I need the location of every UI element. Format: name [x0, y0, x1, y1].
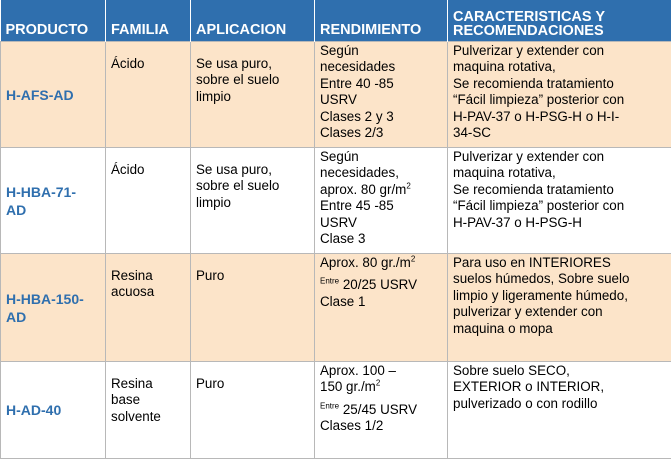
caracteristicas-line: 34-SC [453, 125, 667, 142]
rendimiento-line: Según [320, 43, 443, 60]
product-code [1, 147, 106, 253]
rendimiento-text: 25/45 USRV [339, 402, 417, 417]
rendimiento-line: necesidades, [320, 165, 443, 182]
rendimiento-line: Clases 2/3 [320, 125, 443, 142]
caracteristicas-line: Para uso en INTERIORES [453, 255, 667, 272]
aplicacion-line: Se usa puro, [196, 162, 310, 179]
table-row [1, 41, 671, 147]
aplicacion-line: limpio [196, 89, 310, 106]
product-code-line: AD [6, 201, 101, 219]
familia-line: acuosa [111, 284, 186, 301]
aplicacion-line: sobre el suelo [196, 72, 310, 89]
table-row [1, 147, 671, 253]
familia-line: Resina [111, 376, 186, 393]
familia-cell [106, 361, 191, 458]
rendimiento-cell [315, 147, 448, 253]
caracteristicas-cell [448, 361, 671, 458]
caracteristicas-line: H-PAV-37 o H-PSG-H o H-I- [453, 109, 667, 126]
aplicacion-line: sobre el suelo [196, 178, 310, 195]
aplicacion-line: limpio [196, 195, 310, 212]
rendimiento-line: Clase 1 [320, 294, 443, 311]
rendimiento-line: Aprox. 100 – [320, 363, 443, 380]
header-caracteristicas-line: CARACTERISTICAS Y [453, 10, 670, 24]
familia-line: solvente [111, 409, 186, 426]
rendimiento-line [320, 277, 443, 294]
familia-cell [106, 253, 191, 361]
rendimiento-line: Entre 45 -85 [320, 198, 443, 215]
caracteristicas-line: pulverizar y extender con [453, 304, 667, 321]
rendimiento-text: Aprox. 80 gr./m [320, 255, 411, 270]
product-code: H-AD-40 [1, 361, 106, 458]
caracteristicas-line: Se recomienda tratamiento [453, 182, 667, 199]
caracteristicas-line: “Fácil limpieza” posterior con [453, 198, 667, 215]
aplicacion-cell [191, 41, 315, 147]
aplicacion-line: Se usa puro, [196, 56, 310, 73]
familia-line: base [111, 392, 186, 409]
product-code: H-AFS-AD [1, 41, 106, 147]
header-aplicacion: APLICACION [191, 0, 315, 41]
rendimiento-cell [315, 361, 448, 458]
rendimiento-line [320, 379, 443, 396]
caracteristicas-line: Pulverizar y extender con [453, 149, 667, 166]
superscript-exponent: 2 [406, 181, 410, 190]
caracteristicas-line: maquina rotativa, [453, 59, 667, 76]
caracteristicas-line: Sobre suelo SECO, [453, 363, 667, 380]
caracteristicas-line: Se recomienda tratamiento [453, 76, 667, 93]
rendimiento-text: 20/25 USRV [339, 277, 417, 292]
caracteristicas-cell [448, 41, 671, 147]
rendimiento-line: Clases 2 y 3 [320, 109, 443, 126]
familia-cell: Ácido [106, 147, 191, 253]
rendimiento-line: USRV [320, 92, 443, 109]
rendimiento-text: aprox. 80 gr/m [320, 182, 406, 197]
table-row [1, 361, 671, 458]
rendimiento-line: Clases 1/2 [320, 418, 443, 435]
superscript-exponent: 2 [376, 379, 380, 388]
familia-line: Resina [111, 268, 186, 285]
aplicacion-cell: Puro [191, 361, 315, 458]
rendimiento-line: Clase 3 [320, 231, 443, 248]
header-producto: PRODUCTO [1, 0, 106, 41]
table-row [1, 253, 671, 361]
product-code [1, 253, 106, 361]
caracteristicas-cell [448, 147, 671, 253]
familia-cell: Ácido [106, 41, 191, 147]
header-row [1, 0, 671, 41]
caracteristicas-cell [448, 253, 671, 361]
product-code-line: H-HBA-71- [6, 183, 101, 201]
caracteristicas-line: maquina o mopa [453, 321, 667, 338]
caracteristicas-line: Pulverizar y extender con [453, 43, 667, 60]
superscript-exponent: 2 [411, 254, 415, 263]
caracteristicas-line: EXTERIOR o INTERIOR, [453, 379, 667, 396]
rendimiento-line [320, 182, 443, 199]
caracteristicas-line: pulverizado o con rodillo [453, 396, 667, 413]
header-caracteristicas-line: RECOMENDACIONES [453, 24, 670, 38]
aplicacion-cell: Puro [191, 253, 315, 361]
product-code-line: H-HBA-150- [6, 290, 101, 308]
caracteristicas-line: maquina rotativa, [453, 165, 667, 182]
rendimiento-cell [315, 253, 448, 361]
caracteristicas-line: limpio y ligeramente húmedo, [453, 288, 667, 305]
rendimiento-line [320, 402, 443, 419]
header-familia: FAMILIA [106, 0, 191, 41]
entre-prefix: Entre [320, 277, 339, 286]
product-code-line: AD [6, 308, 101, 326]
caracteristicas-line: suelos húmedos, Sobre suelo [453, 271, 667, 288]
rendimiento-line: Entre 40 -85 [320, 76, 443, 93]
rendimiento-line: USRV [320, 215, 443, 232]
header-rendimiento: RENDIMIENTO [315, 0, 448, 41]
caracteristicas-line: “Fácil limpieza” posterior con [453, 92, 667, 109]
aplicacion-cell [191, 147, 315, 253]
rendimiento-line [320, 255, 443, 272]
caracteristicas-line: H-PAV-37 o H-PSG-H [453, 215, 667, 232]
rendimiento-line: necesidades [320, 59, 443, 76]
rendimiento-text: 150 gr./m [320, 379, 376, 394]
header-caracteristicas [448, 0, 671, 41]
rendimiento-cell [315, 41, 448, 147]
rendimiento-line: Según [320, 149, 443, 166]
entre-prefix: Entre [320, 401, 339, 410]
